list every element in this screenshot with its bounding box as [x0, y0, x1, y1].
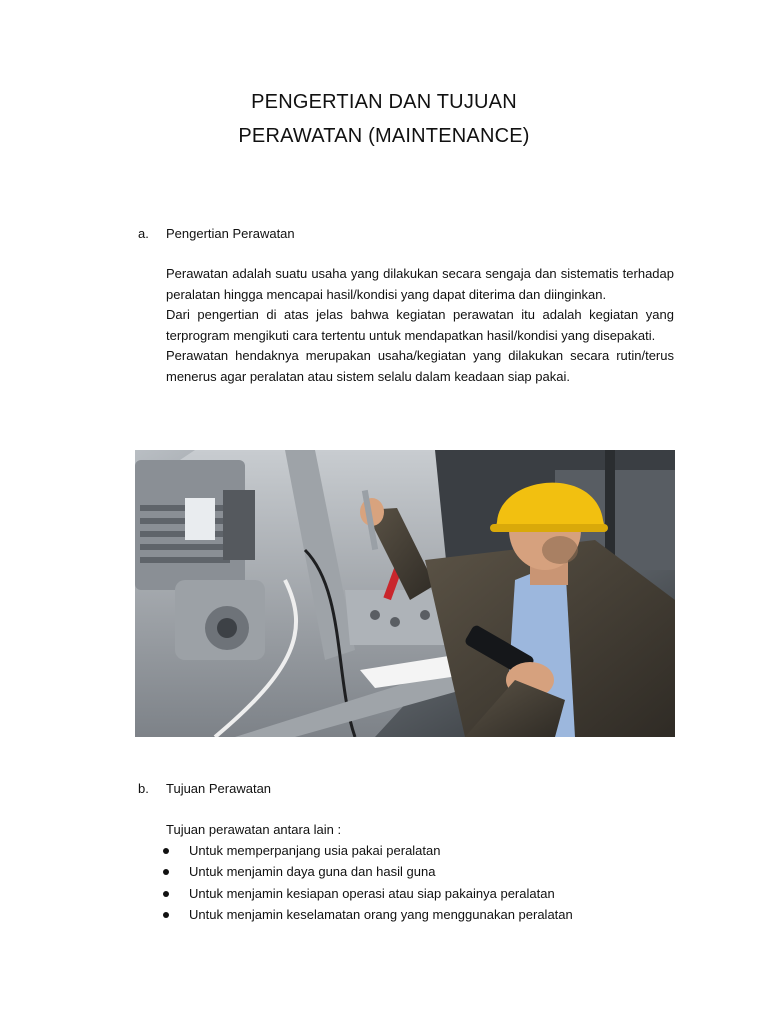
bullet-icon	[163, 869, 169, 875]
section-b-letter: b.	[138, 781, 149, 796]
bullet-icon	[163, 891, 169, 897]
section-a-paragraph-2: Dari pengertian di atas jelas bahwa kegiatan perawatan itu adalah kegiatan yang terprogram mengikuti cara tertentu untuk mendapatkan hasil/kondisi yang disepakati.	[166, 307, 674, 343]
section-b-intro: Tujuan perawatan antara lain :	[166, 822, 342, 837]
list-item	[160, 843, 573, 864]
list-item-text: Untuk menjamin kesiapan operasi atau siap pakainya peralatan	[189, 885, 555, 901]
page-title-line-1: PENGERTIAN DAN TUJUAN	[251, 91, 517, 113]
section-a-body	[166, 264, 674, 388]
section-a-paragraph-3: Perawatan hendaknya merupakan usaha/kegiatan yang dilakukan secara rutin/terus menerus agar peralatan atau sistem selalu dalam keadaan siap pakai.	[166, 348, 674, 384]
section-a-heading: Pengertian Perawatan	[166, 226, 295, 241]
list-item-text: Untuk menjamin daya guna dan hasil guna	[189, 864, 436, 880]
section-a-letter: a.	[138, 226, 149, 241]
section-b-heading: Tujuan Perawatan	[166, 781, 272, 796]
list-item	[160, 907, 573, 928]
list-item	[160, 886, 573, 907]
maintenance-photo	[135, 450, 675, 737]
objectives-list	[160, 843, 573, 928]
page-title-line-2: PERAWATAN (MAINTENANCE)	[238, 125, 530, 147]
list-item	[160, 864, 573, 885]
bullet-icon	[163, 848, 169, 854]
list-item-text: Untuk menjamin keselamatan orang yang menggunakan peralatan	[189, 906, 573, 922]
section-a-paragraph-1: Perawatan adalah suatu usaha yang dilakukan secara sengaja dan sistematis terhadap peralatan hingga mencapai hasil/kondisi yang dapat diterima dan diinginkan.	[166, 266, 674, 302]
list-item-text: Untuk memperpanjang usia pakai peralatan	[189, 843, 441, 858]
bullet-icon	[163, 912, 169, 918]
